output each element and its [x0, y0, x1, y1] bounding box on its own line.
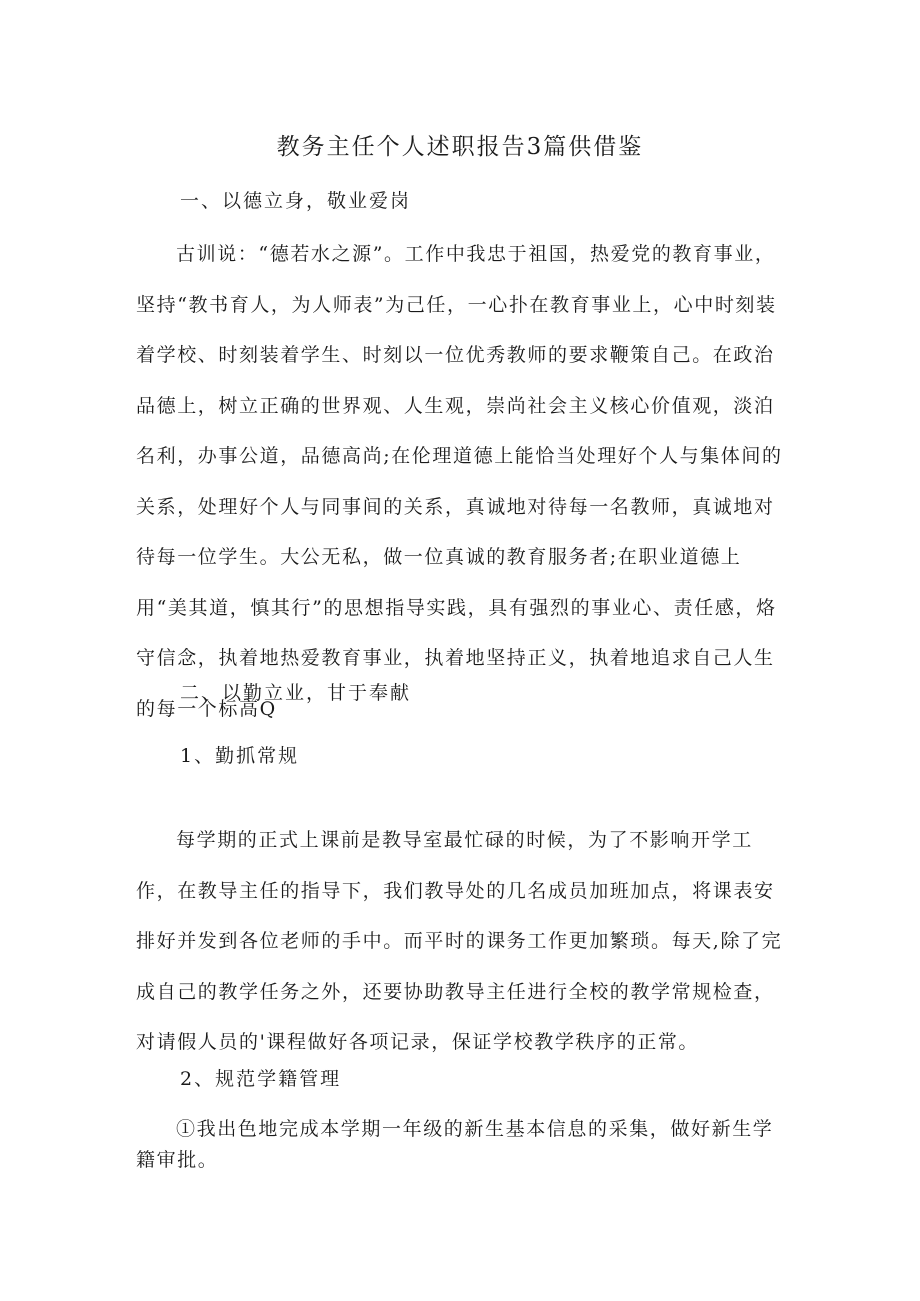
subsection2-paragraph: ①我出色地完成本学期一年级的新生基本信息的采集，做好新生学籍审批。: [136, 1118, 774, 1171]
document-title: 教务主任个人述职报告3篇供借鉴: [276, 134, 644, 160]
subsection2-heading: 2、规范学籍管理: [180, 1068, 342, 1090]
subsection1-paragraph: 每学期的正式上课前是教导室最忙碌的时候，为了不影响开学工作，在教导主任的指导下，我们教导处的几名成员加班加点，将课表安排好并发到各位老师的手中。而平时的课务工作更加繁琐。每天,除了完成自己的教学任务之外，还要协助教导主任进行全校的教学常规检查，对请假人员的'课程做好各项记录，保证学校教学秩序的正常。: [136, 829, 783, 1053]
subsection1-heading: 1、勤抓常规: [180, 745, 300, 767]
section2-heading: 二、以勤立业，甘于奉献: [180, 682, 412, 704]
section1-heading: 一、以德立身，敬业爱岗: [180, 190, 412, 212]
section1-paragraph: 古训说：“德若水之源”。工作中我忠于祖国，热爱党的教育事业，坚持“教书育人，为人师表”为己任，一心扑在教育事业上，心中时刻装着学校、时刻装着学生、时刻以一位优秀教师的要求鞭策自己。在政治品德上，树立正确的世界观、人生观，崇尚社会主义核心价值观，淡泊名利，办事公道，品德高尚;在伦理道德上能恰当处理好个人与集体间的关系，处理好个人与同事间的关系，真诚地对待每一名教师，真诚地对待每一位学生。大公无私，做一位真诚的教育服务者;在职业道德上用“美其道，慎其行”的思想指导实践，具有强烈的事业心、责任感，烙守信念，执着地热爱教育事业，执着地坚持正义，执着地追求自己人生的每一个标高Q: [136, 243, 783, 720]
